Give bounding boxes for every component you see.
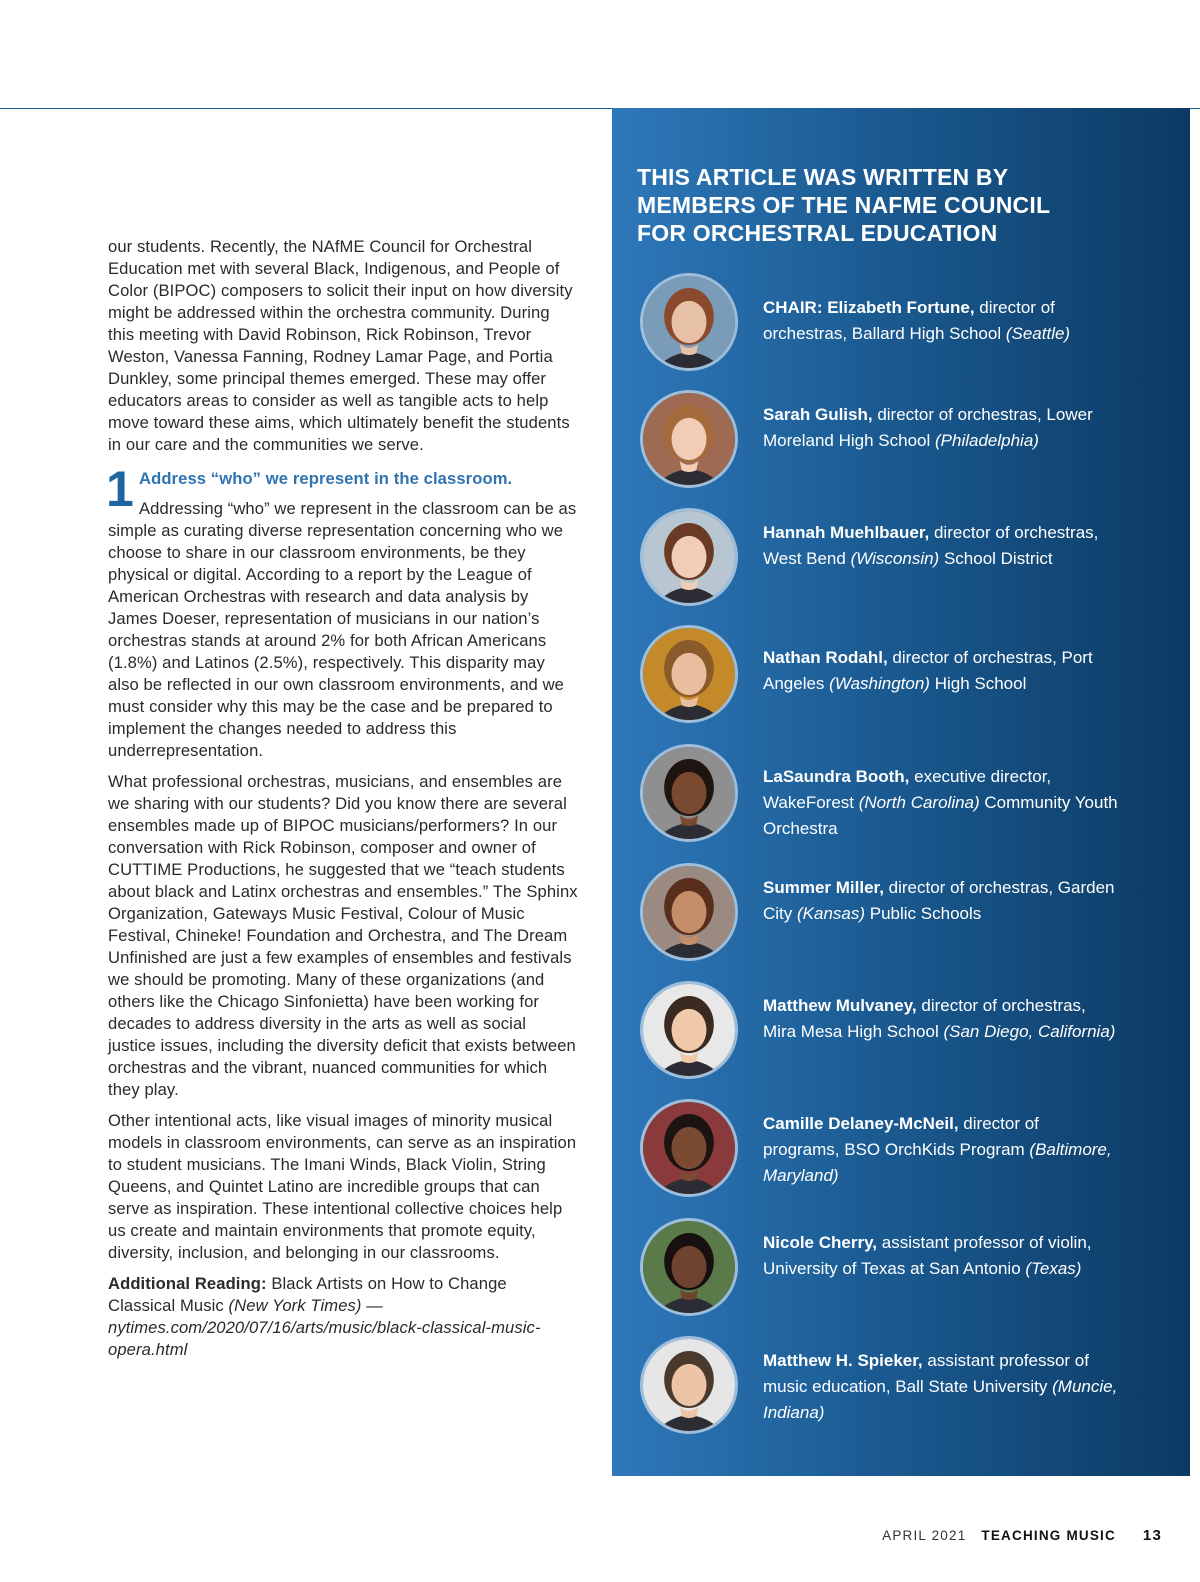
member-location: (San Diego, California) <box>943 1022 1116 1041</box>
member-bio <box>763 1348 1118 1426</box>
member-role: director of orchestras, West Bend <box>763 523 1099 568</box>
avatar <box>640 981 738 1079</box>
page-number: 13 <box>1142 1527 1162 1544</box>
additional-reading-label: Additional Reading: <box>108 1274 267 1293</box>
article-body <box>108 236 578 1370</box>
member-role: director of orchestras, Garden City <box>763 878 1115 923</box>
section-paragraph-1: Addressing “who” we represent in the classroom can be as simple as curating diverse representation concerning who we choose to share in our classroom environments, be they physical or digital. According to a report by the League of American Orchestras with research and data analysis by James Doeser, representation of musicians in our nation’s orchestras stands at around 2% for both African Americans (1.8%) and Latinos (2.5%), respectively. This disparity may also be reflected in our own classroom environments, and we must consider why this may be the case and be prepared to implement the changes needed to address this underrepresentation. <box>108 499 577 760</box>
section-number: 1 <box>106 461 134 517</box>
member-entry <box>640 1218 1180 1318</box>
member-role-suffix: Community Youth Orchestra <box>763 793 1118 838</box>
member-bio <box>763 993 1118 1045</box>
member-entry <box>640 863 1180 963</box>
member-name: Nicole Cherry, <box>763 1233 878 1252</box>
member-entry <box>640 273 1180 373</box>
member-entry <box>640 625 1180 725</box>
footer-date: APRIL 2021 <box>882 1528 967 1543</box>
member-entry <box>640 390 1180 490</box>
member-role-suffix: High School <box>929 674 1027 693</box>
member-role: assistant professor of violin, University of Texas at San Antonio <box>763 1233 1092 1278</box>
avatar <box>640 625 738 723</box>
member-name: Summer Miller, <box>763 878 884 897</box>
member-bio <box>763 520 1118 572</box>
member-location: (Wisconsin) <box>850 549 940 568</box>
page-footer <box>882 1527 1162 1544</box>
member-location: (Philadelphia) <box>934 431 1039 450</box>
member-name: Camille Delaney-McNeil, <box>763 1114 959 1133</box>
additional-reading <box>108 1273 578 1361</box>
member-name: Matthew Mulvaney, <box>763 996 917 1015</box>
section-paragraph-3: Other intentional acts, like visual images of minority musical models in classroom environments, can serve as an inspiration to student musicians. The Imani Winds, Black Violin, String Queens, and Quintet Latino are incredible groups that can serve as inspiration. These intentional collective choices help us create and maintain environments that promote equity, diversity, inclusion, and belonging in our classrooms. <box>108 1111 577 1262</box>
member-role-suffix: Public Schools <box>865 904 982 923</box>
footer-magazine: TEACHING MUSIC <box>981 1528 1116 1543</box>
member-bio <box>763 1230 1118 1282</box>
member-role: executive director, WakeForest <box>763 767 1052 812</box>
member-name: Nathan Rodahl, <box>763 648 888 667</box>
member-location: (Seattle) <box>1005 324 1071 343</box>
member-entry <box>640 508 1180 608</box>
avatar <box>640 508 738 606</box>
avatar <box>640 390 738 488</box>
member-role: director of orchestras, Mira Mesa High School <box>763 996 1086 1041</box>
avatar <box>640 1218 738 1316</box>
member-location: (Kansas) <box>797 904 866 923</box>
member-role: director of orchestras, Lower Moreland High School <box>763 405 1093 450</box>
member-bio <box>763 295 1118 347</box>
member-bio <box>763 764 1118 842</box>
avatar <box>640 744 738 842</box>
member-entry <box>640 1099 1180 1199</box>
member-role: director of orchestras, Ballard High School <box>763 298 1055 343</box>
member-role-suffix: School District <box>939 549 1053 568</box>
intro-paragraph: our students. Recently, the NAfME Council for Orchestral Education met with several Black, Indigenous, and People of Color (BIPOC) composers to solicit their input on how diversity might be addressed within the orchestra community. During this meeting with David Robinson, Rick Robinson, Trevor Weston, Vanessa Fanning, Rodney Lamar Page, and Portia Dunkley, some principal themes emerged. These may offer educators areas to consider as well as tangible acts to help move toward these aims, which ultimately benefit the students in our care and the communities we serve. <box>108 237 573 454</box>
member-bio <box>763 875 1118 927</box>
member-location: (Texas) <box>1025 1259 1082 1278</box>
avatar <box>640 273 738 371</box>
member-entry <box>640 744 1180 844</box>
member-entry <box>640 981 1180 1081</box>
member-role: assistant professor of music education, Ball State University <box>763 1351 1089 1396</box>
member-name: CHAIR: Elizabeth Fortune, <box>763 298 975 317</box>
authors-sidebar <box>612 108 1190 1476</box>
member-location: (Baltimore, Maryland) <box>763 1140 1112 1185</box>
member-name: Hannah Muehlbauer, <box>763 523 930 542</box>
member-name: Sarah Gulish, <box>763 405 873 424</box>
member-location: (Washington) <box>829 674 930 693</box>
member-role: director of programs, BSO OrchKids Program <box>763 1114 1039 1159</box>
member-bio <box>763 402 1118 454</box>
avatar <box>640 863 738 961</box>
section-heading: Address “who” we represent in the classroom. <box>139 469 513 488</box>
member-name: Matthew H. Spieker, <box>763 1351 923 1370</box>
member-entry <box>640 1336 1180 1436</box>
additional-reading-text: Black Artists on How to Change Classical Music <box>108 1274 507 1315</box>
section-paragraph-2: What professional orchestras, musicians, and ensembles are we sharing with our students? Did you know there are several ensembles made up of BIPOC musicians/performers? In our conversation with Rick Robinson, composer and owner of CUTTIME Productions, he suggested that we “teach students about black and Latinx orchestras and ensembles.” The Sphinx Organization, Gateways Music Festival, Colour of Music Festival, Chineke! Foundation and Orchestra, and The Dream Unfinished are just a few examples of ensembles and festivals we should be promoting. Many of these organizations (and others like the Chicago Sinfonietta) have been working for decades to address diversity in the arts as well as social justice issues, including the diversity deficit that exists between orchestras and the vibrant, nuanced communities for which they play. <box>108 772 578 1099</box>
member-location: (North Carolina) <box>858 793 980 812</box>
member-name: LaSaundra Booth, <box>763 767 910 786</box>
sidebar-title: THIS ARTICLE WAS WRITTEN BY MEMBERS OF THE NAFME COUNCIL FOR ORCHESTRAL EDUCATION <box>637 164 1050 246</box>
additional-reading-link[interactable]: (New York Times) — nytimes.com/2020/07/16/arts/music/black-classical-music-opera.html <box>108 1296 541 1359</box>
member-bio <box>763 1111 1118 1189</box>
avatar <box>640 1099 738 1197</box>
section-1 <box>106 461 578 1361</box>
member-location: (Muncie, Indiana) <box>763 1377 1118 1422</box>
member-role: director of orchestras, Port Angeles <box>763 648 1093 693</box>
member-bio <box>763 645 1118 697</box>
avatar <box>640 1336 738 1434</box>
